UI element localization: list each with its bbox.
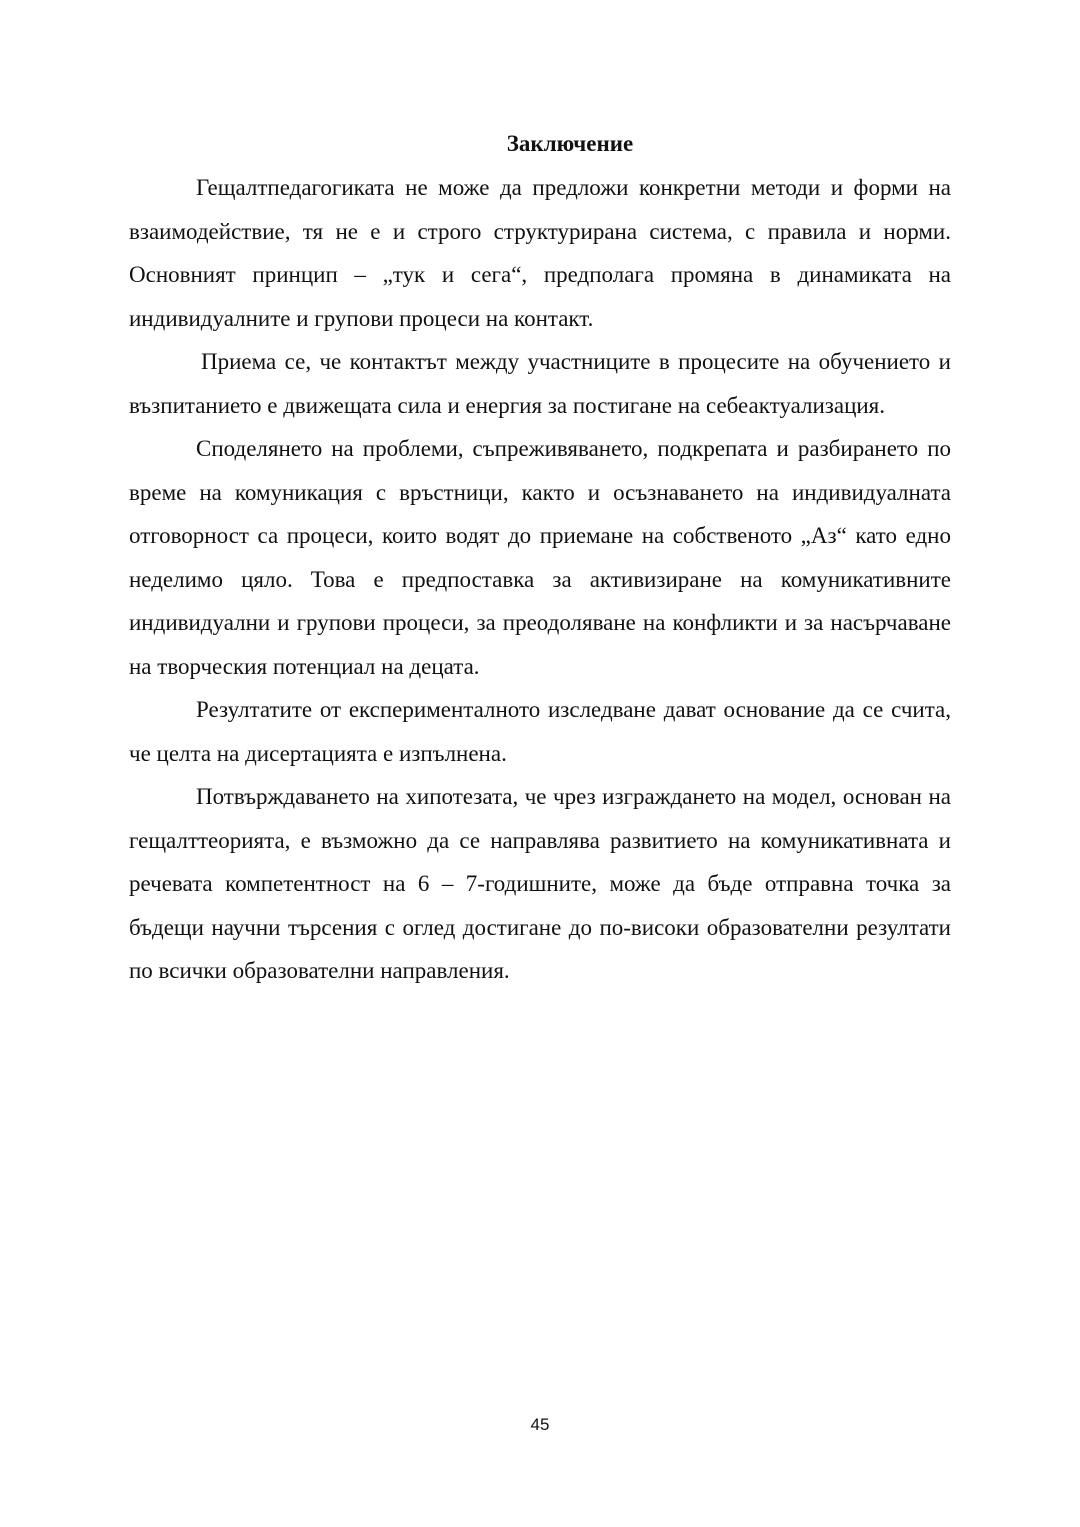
page-number: 45 xyxy=(530,1415,550,1434)
paragraph-4: Резултатите от експерименталното изследване дават основание да се счита, че целта на дисертацията е изпълнена. xyxy=(129,697,951,766)
paragraph-2: Приема се, че контактът между участниците в процесите на обучението и възпитанието е движещата сила и енергия за постигане на себеактуализация. xyxy=(129,349,951,418)
paragraph-3: Споделянето на проблеми, съпреживяването, подкрепата и разбирането по време на комуникация с връстници, както и осъзнаването на индивидуалната отговорност са процеси, които водят до приемане на собственото „Аз“ като едно неделимо цяло. Това е предпоставка за активизиране на комуникативните индивидуални и групови процеси, за преодоляване на конфликти и за насърчаване на творческия потенциал на децата. xyxy=(129,436,951,679)
page-title: Заключение xyxy=(506,131,634,156)
paragraph-5: Потвърждаването на хипотезата, че чрез изграждането на модел, основан на гещалттеорията, е възможно да се направлява развитието на комуникативната и речевата компетентност на 6 – 7-годишните, може да бъде отправна точка за бъдещи научни търсения с оглед достигане до по-високи образователни резултати по всички образователни направления. xyxy=(129,784,951,983)
paragraph-1: Гещалтпедагогиката не може да предложи конкретни методи и форми на взаимодействие, тя не е и строго структурирана система, с правила и норми. Основният принцип – „тук и сега“, предполага промяна в динамиката на индивидуалните и групови процеси на контакт. xyxy=(129,175,951,331)
body-text xyxy=(129,166,951,993)
